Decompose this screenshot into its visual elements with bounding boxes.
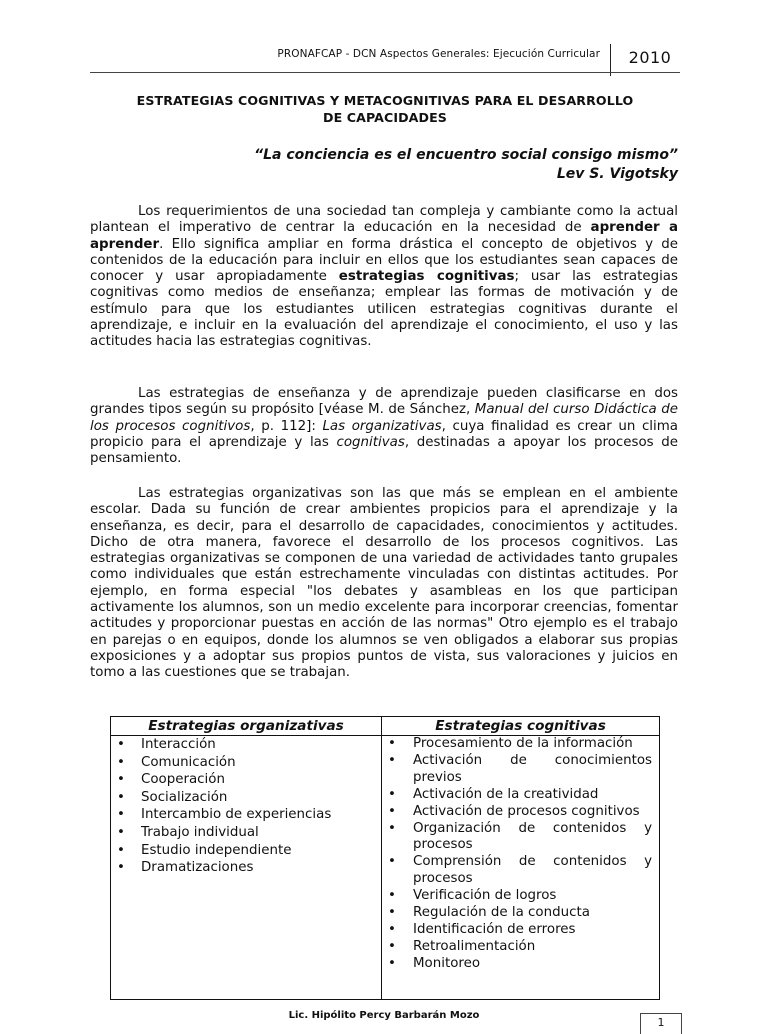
- bullet-icon: •: [117, 789, 125, 805]
- text-run: Las estrategias de enseñanza y de aprendizaje pueden clasificarse en dos grandes tipos según su propósito [véase M. de Sánchez,: [90, 386, 678, 418]
- bullet-icon: •: [117, 842, 125, 858]
- list-item-label: Monitoreo: [413, 955, 481, 971]
- title-line-2: DE CAPACIDADES: [323, 110, 447, 125]
- bullet-icon: •: [388, 938, 396, 954]
- bullet-icon: •: [388, 854, 396, 870]
- text-run: Los requerimientos de una sociedad tan compleja y cambiante como la actual plantean el imperativo de centrar la educación en la necesidad de: [90, 204, 678, 236]
- paragraph-1: [90, 204, 678, 351]
- italic-term-organizativas: Las organizativas: [322, 418, 442, 434]
- header-rule: [90, 72, 680, 73]
- list-item-label: Identificación de errores: [413, 921, 576, 937]
- document-title: [90, 92, 680, 126]
- list-item: [115, 842, 377, 860]
- running-header: PRONAFCAP - DCN Aspectos Generales: Ejecución Curricular: [277, 48, 600, 60]
- bullet-icon: •: [117, 860, 125, 876]
- epigraph-author: Lev S. Vigotsky: [556, 166, 678, 182]
- strategies-table: [110, 716, 660, 1000]
- list-item: [386, 804, 652, 821]
- bullet-icon: •: [388, 905, 396, 921]
- header-cognitivas: Estrategias cognitivas: [435, 718, 606, 734]
- list-item-label: Activación de conocimientos previos: [413, 752, 652, 785]
- list-item-label: Activación de procesos cognitivos: [413, 803, 640, 819]
- bold-term-aprender: aprender a aprender: [90, 220, 678, 252]
- paragraph-3: Las estrategias organizativas son las que más se emplean en el ambiente escolar. Dada su función de crear ambientes propicios para el aprendizaje y la enseñanza, es decir, para el desarrollo de capacidades, conocimientos y actitudes. Dicho de otra manera, favorece el desarrollo de los procesos cognitivos. Las estrategias organizativas se componen de una variedad de actividades tanto grupales como individuales que están estrechamente vinculadas con distintas actitudes. Por ejemplo, en forma especial "los debates y asambleas en los que participan activamente los alumnos, son un medio excelente para incorporar creencias, fomentar actitudes y proporcionar puestas en acción de las normas" Otro ejemplo es el trabajo en parejas o en equipos, donde los alumnos se ven obligados a elaborar sus propias exposiciones y a adoptar sus propios puntos de vista, sus valoraciones y juicios en tomo a las cuestiones que se trabajan.: [90, 486, 678, 681]
- list-item: [115, 754, 377, 772]
- bullet-icon: •: [117, 824, 125, 840]
- bullet-icon: •: [388, 921, 396, 937]
- list-item-label: Intercambio de experiencias: [141, 807, 332, 823]
- list-item-label: Activación de la creatividad: [413, 786, 599, 802]
- list-item-label: Interacción: [141, 737, 216, 752]
- list-item-label: Organización de contenidos y procesos: [413, 820, 652, 853]
- list-item-label: Comprensión de contenidos y procesos: [413, 854, 652, 887]
- bullet-icon: •: [388, 803, 396, 819]
- text-run: , p. 112]:: [250, 418, 323, 434]
- bullet-icon: •: [388, 736, 396, 751]
- cognitivas-list: [386, 736, 652, 973]
- page-number: 1: [640, 1013, 682, 1034]
- organizativas-list: [115, 736, 377, 877]
- list-item-label: Regulación de la conducta: [413, 905, 590, 921]
- list-item: [386, 939, 652, 956]
- list-item: [115, 859, 377, 877]
- epigraph-quote: “La conciencia es el encuentro social consigo mismo”: [254, 147, 678, 163]
- bullet-icon: •: [388, 752, 396, 768]
- bullet-icon: •: [117, 754, 125, 770]
- bold-term-estrategias: estrategias cognitivas: [338, 269, 515, 285]
- bullet-icon: •: [117, 737, 125, 752]
- list-item-label: Cooperación: [141, 772, 225, 788]
- list-item-label: Trabajo individual: [141, 824, 259, 840]
- list-item: [386, 821, 652, 855]
- list-item: [115, 806, 377, 824]
- list-item: [386, 736, 652, 753]
- list-item: [386, 787, 652, 804]
- bullet-icon: •: [388, 786, 396, 802]
- bullet-icon: •: [388, 955, 396, 971]
- text-run: , destinadas a apoyar los procesos de pensamiento.: [90, 434, 679, 467]
- list-item-label: Dramatizaciones: [141, 860, 254, 876]
- list-item: [115, 736, 377, 754]
- bullet-icon: •: [388, 820, 396, 836]
- list-item: [115, 789, 377, 807]
- paragraph-2: [90, 386, 678, 467]
- text-run: , cuya finalidad es crear un clima propicio para el aprendizaje y las: [90, 418, 678, 450]
- header-year: 2010: [628, 48, 672, 67]
- list-item: [386, 854, 652, 888]
- italic-term-cognitivas: cognitivas: [336, 434, 405, 450]
- footer-author: Lic. Hipólito Percy Barbarán Mozo: [288, 1010, 480, 1021]
- header-organizativas: Estrategias organizativas: [148, 718, 344, 734]
- list-item: [386, 753, 652, 787]
- text-run: ; usar las estrategias cognitivas como medios de enseñanza; emplear las formas de motivación y de estímulo para que los estudiantes utilicen estrategias cognitivas durante el aprendizaje, e incluir en la evaluación del aprendizaje el conocimiento, el uso y las actitudes hacia las estrategias cognitivas.: [90, 269, 678, 350]
- list-item: [386, 922, 652, 939]
- bullet-icon: •: [117, 772, 125, 788]
- epigraph: [90, 146, 678, 184]
- list-item-label: Estudio independiente: [141, 842, 292, 858]
- list-item-label: Socialización: [141, 789, 228, 805]
- text-run: . Ello significa ampliar en forma drástica el concepto de objetivos y de contenidos de la educación para incluir en ellos que los estudiantes sean capaces de conocer y usar apropiadamente: [90, 236, 678, 285]
- list-item-label: Retroalimentación: [413, 938, 536, 954]
- table-column-divider: [381, 717, 382, 999]
- italic-book-title: Manual del curso Didáctica de los procesos cognitivos: [90, 402, 679, 434]
- list-item-label: Procesamiento de la información: [413, 736, 633, 751]
- list-item: [386, 956, 652, 973]
- bullet-icon: •: [388, 888, 396, 904]
- list-item: [386, 888, 652, 905]
- title-line-1: ESTRATEGIAS COGNITIVAS Y METACOGNITIVAS PARA EL DESARROLLO: [136, 93, 634, 108]
- bullet-icon: •: [117, 807, 125, 823]
- list-item-label: Comunicación: [141, 754, 236, 770]
- list-item: [115, 771, 377, 789]
- list-item: [386, 905, 652, 922]
- list-item-label: Verificación de logros: [413, 888, 557, 904]
- list-item: [115, 824, 377, 842]
